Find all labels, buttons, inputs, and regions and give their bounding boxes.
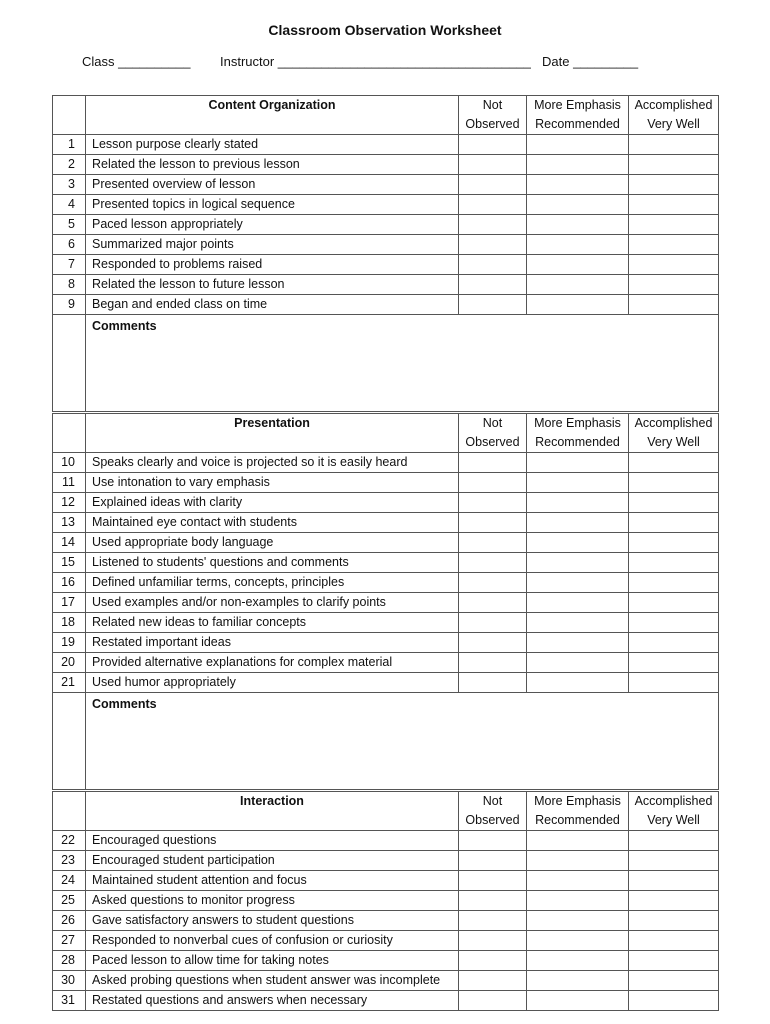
number-header-cell xyxy=(53,414,86,453)
col-more-emphasis xyxy=(527,96,629,135)
comments-number-cell xyxy=(53,693,86,790)
not-observed-cell[interactable] xyxy=(459,971,527,991)
accomplished-cell[interactable] xyxy=(629,593,719,613)
more-emphasis-cell[interactable] xyxy=(527,871,629,891)
item-text: Related new ideas to familiar concepts xyxy=(86,613,459,633)
table-row xyxy=(53,155,719,175)
not-observed-cell[interactable] xyxy=(459,633,527,653)
col-accomplished-line1: Accomplished xyxy=(634,98,713,112)
table-row xyxy=(53,135,719,155)
item-number: 17 xyxy=(53,593,86,613)
item-text: Lesson purpose clearly stated xyxy=(86,135,459,155)
table-row xyxy=(53,513,719,533)
col-not-observed-line2: Observed xyxy=(465,435,520,449)
item-number: 23 xyxy=(53,851,86,871)
item-text: Related the lesson to previous lesson xyxy=(86,155,459,175)
more-emphasis-cell[interactable] xyxy=(527,613,629,633)
col-accomplished xyxy=(629,792,719,831)
not-observed-cell[interactable] xyxy=(459,513,527,533)
table-row xyxy=(53,473,719,493)
comments-label: Comments xyxy=(92,697,157,711)
not-observed-cell[interactable] xyxy=(459,533,527,553)
table-row xyxy=(53,593,719,613)
section-title: Presentation xyxy=(86,414,459,453)
page-title: Classroom Observation Worksheet xyxy=(268,22,502,38)
not-observed-cell[interactable] xyxy=(459,673,527,693)
col-more-emphasis-line2: Recommended xyxy=(535,117,620,131)
item-number: 8 xyxy=(53,275,86,295)
item-number: 7 xyxy=(53,255,86,275)
item-text: Used examples and/or non-examples to clarify points xyxy=(86,593,459,613)
not-observed-cell[interactable] xyxy=(459,453,527,473)
accomplished-cell[interactable] xyxy=(629,195,719,215)
item-number: 5 xyxy=(53,215,86,235)
accomplished-cell[interactable] xyxy=(629,235,719,255)
comments-number-cell xyxy=(53,315,86,412)
more-emphasis-cell[interactable] xyxy=(527,951,629,971)
item-number: 3 xyxy=(53,175,86,195)
accomplished-cell[interactable] xyxy=(629,453,719,473)
col-accomplished xyxy=(629,96,719,135)
class-field[interactable]: Class __________ xyxy=(82,54,191,69)
accomplished-cell[interactable] xyxy=(629,275,719,295)
not-observed-cell[interactable] xyxy=(459,473,527,493)
item-number: 19 xyxy=(53,633,86,653)
accomplished-cell[interactable] xyxy=(629,951,719,971)
accomplished-cell[interactable] xyxy=(629,155,719,175)
accomplished-cell[interactable] xyxy=(629,971,719,991)
item-text: Related the lesson to future lesson xyxy=(86,275,459,295)
table-row xyxy=(53,991,719,1011)
more-emphasis-cell[interactable] xyxy=(527,653,629,673)
more-emphasis-cell[interactable] xyxy=(527,573,629,593)
more-emphasis-cell[interactable] xyxy=(527,533,629,553)
item-text: Maintained student attention and focus xyxy=(86,871,459,891)
section-title: Interaction xyxy=(86,792,459,831)
not-observed-cell[interactable] xyxy=(459,255,527,275)
more-emphasis-cell[interactable] xyxy=(527,175,629,195)
accomplished-cell[interactable] xyxy=(629,613,719,633)
not-observed-cell[interactable] xyxy=(459,175,527,195)
comments-area[interactable] xyxy=(86,693,719,790)
table-row xyxy=(53,295,719,315)
more-emphasis-cell[interactable] xyxy=(527,931,629,951)
more-emphasis-cell[interactable] xyxy=(527,195,629,215)
table-row xyxy=(53,553,719,573)
item-number: 22 xyxy=(53,831,86,851)
table-row xyxy=(53,951,719,971)
col-more-emphasis-line1: More Emphasis xyxy=(534,416,621,430)
instructor-field[interactable]: Instructor ___________________________________ xyxy=(220,54,531,69)
item-number: 15 xyxy=(53,553,86,573)
col-not-observed-line2: Observed xyxy=(465,813,520,827)
table-row xyxy=(53,633,719,653)
table-row xyxy=(53,573,719,593)
not-observed-cell[interactable] xyxy=(459,613,527,633)
item-text: Restated questions and answers when necessary xyxy=(86,991,459,1011)
accomplished-cell[interactable] xyxy=(629,673,719,693)
item-number: 18 xyxy=(53,613,86,633)
item-number: 13 xyxy=(53,513,86,533)
not-observed-cell[interactable] xyxy=(459,991,527,1011)
table-row xyxy=(53,235,719,255)
section-table-interaction xyxy=(52,791,719,1011)
number-header-cell xyxy=(53,96,86,135)
more-emphasis-cell[interactable] xyxy=(527,235,629,255)
more-emphasis-cell[interactable] xyxy=(527,453,629,473)
item-text: Paced lesson appropriately xyxy=(86,215,459,235)
accomplished-cell[interactable] xyxy=(629,533,719,553)
more-emphasis-cell[interactable] xyxy=(527,275,629,295)
section-table-content-organization xyxy=(52,95,719,412)
col-more-emphasis xyxy=(527,414,629,453)
item-number: 28 xyxy=(53,951,86,971)
more-emphasis-cell[interactable] xyxy=(527,971,629,991)
more-emphasis-cell[interactable] xyxy=(527,473,629,493)
col-accomplished-line1: Accomplished xyxy=(634,794,713,808)
item-text: Summarized major points xyxy=(86,235,459,255)
item-number: 2 xyxy=(53,155,86,175)
table-row xyxy=(53,453,719,473)
more-emphasis-cell[interactable] xyxy=(527,633,629,653)
not-observed-cell[interactable] xyxy=(459,911,527,931)
col-accomplished xyxy=(629,414,719,453)
col-accomplished-line2: Very Well xyxy=(647,435,700,449)
col-accomplished-line2: Very Well xyxy=(647,117,700,131)
item-number: 9 xyxy=(53,295,86,315)
comments-row xyxy=(53,693,719,790)
table-row xyxy=(53,871,719,891)
more-emphasis-cell[interactable] xyxy=(527,911,629,931)
col-not-observed xyxy=(459,414,527,453)
col-accomplished-line1: Accomplished xyxy=(634,416,713,430)
table-row xyxy=(53,493,719,513)
not-observed-cell[interactable] xyxy=(459,195,527,215)
accomplished-cell[interactable] xyxy=(629,215,719,235)
not-observed-cell[interactable] xyxy=(459,553,527,573)
more-emphasis-cell[interactable] xyxy=(527,255,629,275)
comments-row xyxy=(53,315,719,412)
item-number: 11 xyxy=(53,473,86,493)
not-observed-cell[interactable] xyxy=(459,871,527,891)
item-number: 31 xyxy=(53,991,86,1011)
col-not-observed-line1: Not xyxy=(482,416,503,430)
accomplished-cell[interactable] xyxy=(629,255,719,275)
item-text: Explained ideas with clarity xyxy=(86,493,459,513)
item-text: Provided alternative explanations for complex material xyxy=(86,653,459,673)
not-observed-cell[interactable] xyxy=(459,931,527,951)
table-row xyxy=(53,971,719,991)
item-text: Speaks clearly and voice is projected so it is easily heard xyxy=(86,453,459,473)
comments-label: Comments xyxy=(92,319,157,333)
section-header-row xyxy=(53,792,719,831)
item-number: 6 xyxy=(53,235,86,255)
col-not-observed xyxy=(459,96,527,135)
section-title: Content Organization xyxy=(86,96,459,135)
item-text: Listened to students' questions and comments xyxy=(86,553,459,573)
not-observed-cell[interactable] xyxy=(459,235,527,255)
more-emphasis-cell[interactable] xyxy=(527,215,629,235)
item-text: Presented topics in logical sequence xyxy=(86,195,459,215)
item-text: Gave satisfactory answers to student questions xyxy=(86,911,459,931)
more-emphasis-cell[interactable] xyxy=(527,991,629,1011)
col-not-observed-line2: Observed xyxy=(465,117,520,131)
not-observed-cell[interactable] xyxy=(459,851,527,871)
item-number: 30 xyxy=(53,971,86,991)
item-number: 21 xyxy=(53,673,86,693)
date-field[interactable]: Date _________ xyxy=(542,54,639,69)
comments-area[interactable] xyxy=(86,315,719,412)
more-emphasis-cell[interactable] xyxy=(527,295,629,315)
item-number: 26 xyxy=(53,911,86,931)
table-row xyxy=(53,673,719,693)
col-more-emphasis xyxy=(527,792,629,831)
table-row xyxy=(53,215,719,235)
item-text: Responded to problems raised xyxy=(86,255,459,275)
number-header-cell xyxy=(53,792,86,831)
section-header-row xyxy=(53,96,719,135)
table-row xyxy=(53,255,719,275)
table-row xyxy=(53,613,719,633)
accomplished-cell[interactable] xyxy=(629,911,719,931)
item-text: Encouraged student participation xyxy=(86,851,459,871)
more-emphasis-cell[interactable] xyxy=(527,135,629,155)
item-number: 20 xyxy=(53,653,86,673)
more-emphasis-cell[interactable] xyxy=(527,513,629,533)
table-row xyxy=(53,195,719,215)
table-row xyxy=(53,831,719,851)
not-observed-cell[interactable] xyxy=(459,653,527,673)
not-observed-cell[interactable] xyxy=(459,593,527,613)
col-more-emphasis-line2: Recommended xyxy=(535,813,620,827)
col-not-observed-line1: Not xyxy=(482,794,503,808)
item-number: 10 xyxy=(53,453,86,473)
table-row xyxy=(53,891,719,911)
not-observed-cell[interactable] xyxy=(459,573,527,593)
item-text: Asked questions to monitor progress xyxy=(86,891,459,911)
not-observed-cell[interactable] xyxy=(459,155,527,175)
more-emphasis-cell[interactable] xyxy=(527,155,629,175)
item-text: Paced lesson to allow time for taking notes xyxy=(86,951,459,971)
table-row xyxy=(53,851,719,871)
item-number: 24 xyxy=(53,871,86,891)
accomplished-cell[interactable] xyxy=(629,653,719,673)
not-observed-cell[interactable] xyxy=(459,275,527,295)
item-number: 27 xyxy=(53,931,86,951)
item-text: Used appropriate body language xyxy=(86,533,459,553)
accomplished-cell[interactable] xyxy=(629,473,719,493)
section-table-presentation xyxy=(52,413,719,790)
not-observed-cell[interactable] xyxy=(459,215,527,235)
more-emphasis-cell[interactable] xyxy=(527,891,629,911)
item-text: Asked probing questions when student answer was incomplete xyxy=(86,971,459,991)
item-text: Maintained eye contact with students xyxy=(86,513,459,533)
accomplished-cell[interactable] xyxy=(629,851,719,871)
more-emphasis-cell[interactable] xyxy=(527,553,629,573)
accomplished-cell[interactable] xyxy=(629,295,719,315)
item-number: 16 xyxy=(53,573,86,593)
table-row xyxy=(53,653,719,673)
not-observed-cell[interactable] xyxy=(459,135,527,155)
item-number: 14 xyxy=(53,533,86,553)
accomplished-cell[interactable] xyxy=(629,831,719,851)
table-row xyxy=(53,175,719,195)
accomplished-cell[interactable] xyxy=(629,633,719,653)
item-text: Presented overview of lesson xyxy=(86,175,459,195)
section-header-row xyxy=(53,414,719,453)
table-row xyxy=(53,533,719,553)
more-emphasis-cell[interactable] xyxy=(527,851,629,871)
item-text: Defined unfamiliar terms, concepts, principles xyxy=(86,573,459,593)
col-not-observed xyxy=(459,792,527,831)
item-text: Use intonation to vary emphasis xyxy=(86,473,459,493)
not-observed-cell[interactable] xyxy=(459,951,527,971)
more-emphasis-cell[interactable] xyxy=(527,493,629,513)
accomplished-cell[interactable] xyxy=(629,991,719,1011)
not-observed-cell[interactable] xyxy=(459,891,527,911)
accomplished-cell[interactable] xyxy=(629,513,719,533)
item-text: Used humor appropriately xyxy=(86,673,459,693)
table-row xyxy=(53,275,719,295)
accomplished-cell[interactable] xyxy=(629,573,719,593)
item-number: 4 xyxy=(53,195,86,215)
accomplished-cell[interactable] xyxy=(629,891,719,911)
table-row xyxy=(53,931,719,951)
item-text: Responded to nonverbal cues of confusion or curiosity xyxy=(86,931,459,951)
not-observed-cell[interactable] xyxy=(459,831,527,851)
accomplished-cell[interactable] xyxy=(629,871,719,891)
accomplished-cell[interactable] xyxy=(629,493,719,513)
item-text: Restated important ideas xyxy=(86,633,459,653)
col-more-emphasis-line1: More Emphasis xyxy=(534,98,621,112)
more-emphasis-cell[interactable] xyxy=(527,673,629,693)
col-more-emphasis-line1: More Emphasis xyxy=(534,794,621,808)
not-observed-cell[interactable] xyxy=(459,493,527,513)
item-number: 25 xyxy=(53,891,86,911)
col-more-emphasis-line2: Recommended xyxy=(535,435,620,449)
col-accomplished-line2: Very Well xyxy=(647,813,700,827)
more-emphasis-cell[interactable] xyxy=(527,593,629,613)
item-text: Began and ended class on time xyxy=(86,295,459,315)
col-not-observed-line1: Not xyxy=(482,98,503,112)
accomplished-cell[interactable] xyxy=(629,135,719,155)
more-emphasis-cell[interactable] xyxy=(527,831,629,851)
item-number: 12 xyxy=(53,493,86,513)
accomplished-cell[interactable] xyxy=(629,175,719,195)
not-observed-cell[interactable] xyxy=(459,295,527,315)
accomplished-cell[interactable] xyxy=(629,931,719,951)
item-number: 1 xyxy=(53,135,86,155)
item-text: Encouraged questions xyxy=(86,831,459,851)
table-row xyxy=(53,911,719,931)
accomplished-cell[interactable] xyxy=(629,553,719,573)
